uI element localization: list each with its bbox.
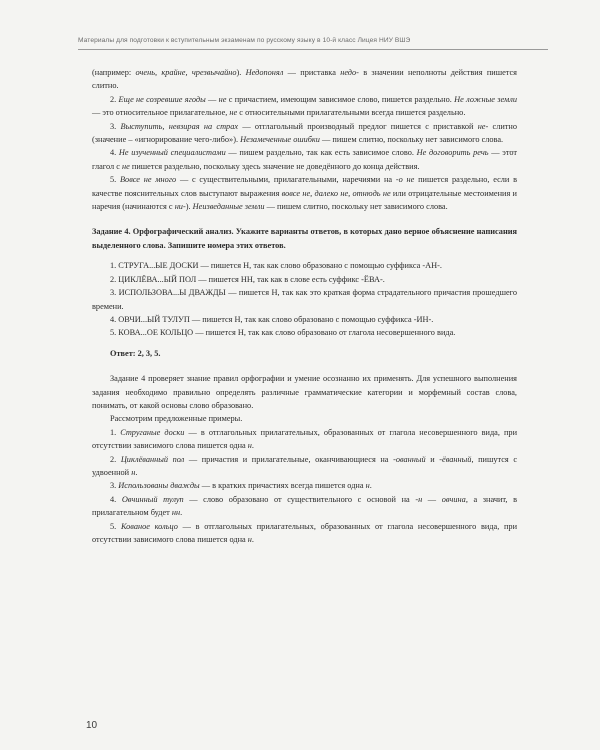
explanation-item-4: 4. Овчинный тулуп — слово образовано от существительного с основой на -н — овчина, а значит, в прилагательном будет нн. — [92, 494, 518, 518]
explanation-lead: Рассмотрим предложенные примеры. — [110, 414, 243, 424]
task4-option-2: 2. ЦИКЛЁВА...ЫЙ ПОЛ — пишется НН, так как в слове есть суффикс -ЁВА-. — [110, 274, 385, 284]
task4-answer: Ответ: 2, 3, 5. — [110, 348, 161, 358]
paragraph-item-4: 4. Не изученный специалистами — пишем раздельно, так как есть зависимое слово. Не договорить речь — этот глагол с не пишется раздельно, поскольку здесь значение не довeдённого до конца действия. — [92, 148, 517, 171]
explanation-item-1: 1. Cтруганые доски — в отглагольных прилагательных, образованных от глагола несовершенного вида, при отсутствии зависимого слова пишется одна н. — [92, 427, 518, 451]
page-number: 10 — [86, 720, 98, 731]
task4-option-5: 5. КОВА...ОЕ КОЛЬЦО — пишется Н, так как слово образовано от глагола несовершенного вида. — [110, 328, 456, 338]
task4-option-3: 3. ИСПОЛЬЗОВА...Ы ДВАЖДЫ — пишется Н, так как это краткая форма страдательного причастия прошедшего времени. — [92, 288, 517, 311]
page-content — [92, 66, 517, 546]
explanation-item-3: 3. Использованы дважды — в кратких причастиях всегда пишется одна н. — [110, 481, 372, 491]
paragraph-item-2: 2. Еще не созревшие ягоды — не с причастием, имеющим зависимое слово, пишется раздельно. Не ложные земли — это относительное прилагательное, не с относительными прилагательными всегда пишется раздельно. — [92, 94, 517, 118]
explanation-item-5: 5. Кованое кольцо — в отглагольных прилагательных, образованных от глагола несовершенного вида, при отсутствии зависимого слова пишется одна н. — [92, 521, 518, 544]
paragraph-continuation: (например: очень, крайне, чрезвычайно). Недопонял — приставка недо- в значении неполноты действия пишется слитно. — [92, 68, 518, 91]
header-divider — [78, 49, 548, 50]
explanation-item-2: 2. Циклёванный пол — причастия и прилагательные, оканчивающиеся на -ованный и -ёванный, пишутся с удвоенной н. — [92, 454, 517, 477]
task4-heading: Задание 4. Орфографический анализ. Укажите варианты ответов, в которых дано верное объяснение написания выделенного слова. Запишите номера этих ответов. — [92, 227, 517, 250]
explanation-intro: Задание 4 проверяет знание правил орфографии и умение осознанно их применять. Для успешного выполнения задания необходимо правильно определять различные грамматические категории и морфемный состав слова, понимать, от какой основы слово образовано. — [92, 374, 517, 410]
task4-option-4: 4. ОВЧИ...ЫЙ ТУЛУП — пишется Н, так как слово образовано с помощью суффикса -ИН-. — [110, 314, 434, 324]
running-header: Материалы для подготовки к вступительным экзаменам по русскому языку в 10-й класс Лицея НИУ ВШЭ — [78, 37, 411, 44]
paragraph-item-5: 5. Вовсе не много — с существительными, прилагательными, наречиями на -о не пишется раздельно, если в качестве пояснительных слов выступают выражения вовсе не, далеко не, отнюдь не или отрицательные местоимения и наречия (начинаются с ни-). Неизведанные земли — пишем слитно, поскольку нет зависимого слова. — [92, 175, 518, 212]
paragraph-item-3: 3. Выступить, невзирая на страх — отглагольный производный предлог пишется с приставкой не- слитно (значение – «игнорирование чего-либо»). Незамеченные ошибки — пишем слитно, поскольку нет зависимого слова. — [92, 121, 518, 145]
task4-option-1: 1. СТРУГА...ЫЕ ДОСКИ — пишется Н, так как слово образовано с помощью суффикса -АН-. — [110, 261, 442, 271]
